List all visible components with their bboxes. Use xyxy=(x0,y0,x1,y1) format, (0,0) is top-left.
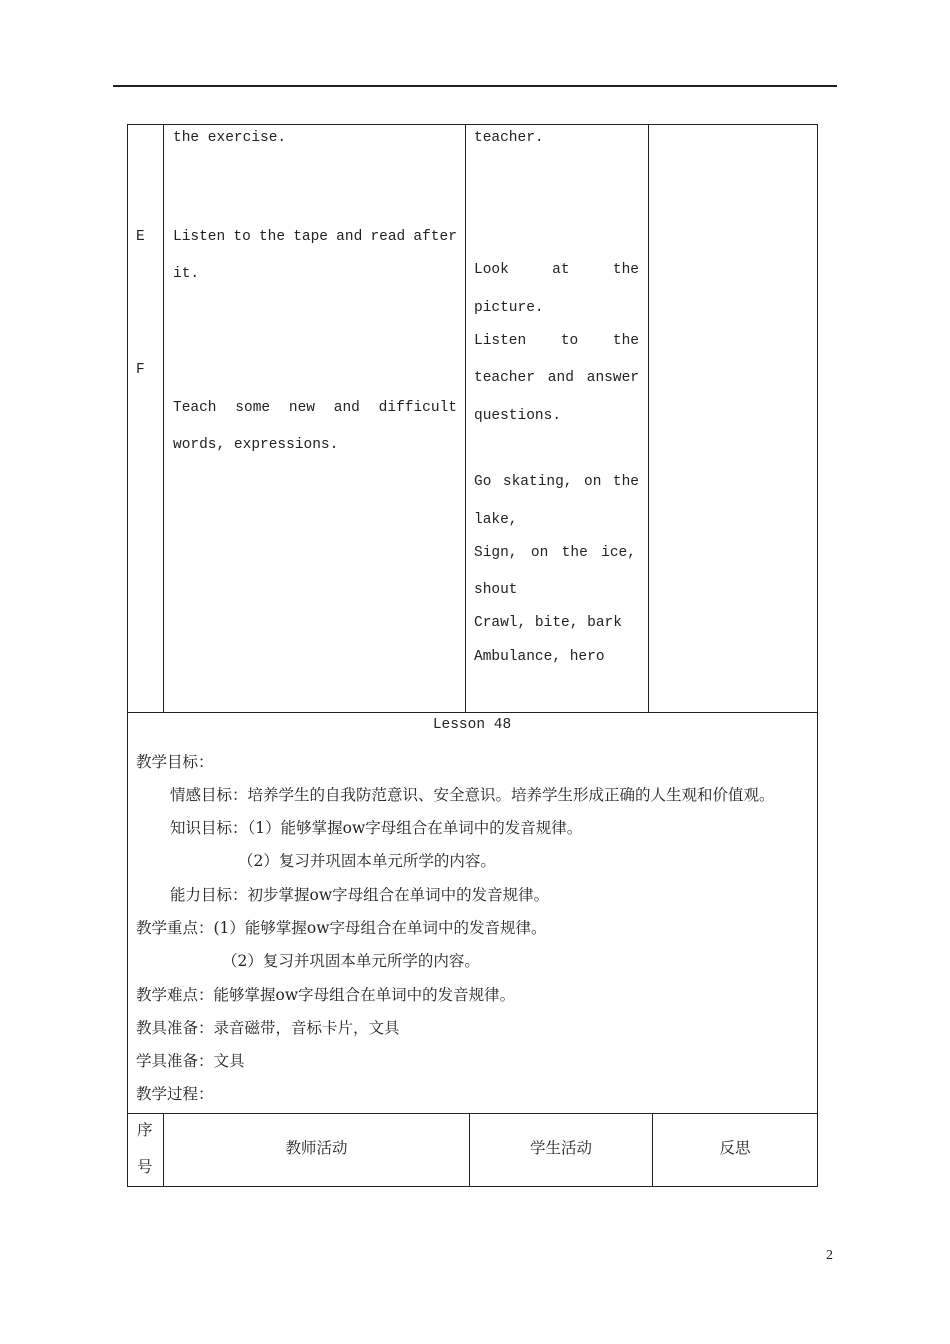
student-line-listen: Listen to the xyxy=(474,333,639,349)
upper-table xyxy=(127,124,818,713)
student-line-questions: questions. xyxy=(474,408,562,424)
student-line-sign: Sign, on the ice, xyxy=(474,545,636,561)
student-line-teacher: teacher. xyxy=(474,130,544,146)
objectives-label: 教学目标： xyxy=(136,753,214,771)
student-line-picture: picture. xyxy=(474,300,544,316)
teaching-tools: 教具准备：录音磁带，音标卡片，文具 xyxy=(136,1019,400,1037)
upper-col-divider-1 xyxy=(163,124,164,713)
step-label-f: F xyxy=(136,362,145,378)
upper-col-divider-3 xyxy=(648,124,649,713)
col-header-number-bottom: 号 xyxy=(137,1158,153,1176)
teacher-line-listen-cont: it. xyxy=(173,266,200,282)
difficult-point: 教学难点：能够掌握ow字母组合在单词中的发音规律。 xyxy=(136,986,516,1004)
student-line-skating: Go skating, on the xyxy=(474,474,639,490)
upper-col-divider-2 xyxy=(465,124,466,713)
teaching-process: 教学过程： xyxy=(136,1085,214,1103)
key-point-2: （2）复习并巩固本单元所学的内容。 xyxy=(222,952,480,970)
student-line-lake: lake, xyxy=(474,512,518,528)
col-header-number-top: 序 xyxy=(137,1121,153,1139)
teacher-line-exercise: the exercise. xyxy=(173,130,287,146)
emotional-objective: 情感目标：培养学生的自我防范意识、安全意识。培养学生形成正确的人生观和价值观。 xyxy=(170,786,775,804)
student-line-teacher-answer: teacher and answer xyxy=(474,370,639,386)
teacher-line-teach: Teach some new and difficult xyxy=(173,400,457,416)
knowledge-objective-1: 知识目标：（1）能够掌握ow字母组合在单词中的发音规律。 xyxy=(170,819,583,837)
student-line-crawl: Crawl, bite, bark xyxy=(474,615,622,631)
teacher-line-teach-cont: words, expressions. xyxy=(173,437,339,453)
lesson-title: Lesson 48 xyxy=(432,717,512,733)
student-line-look: Look at the xyxy=(474,262,639,278)
page-number: 2 xyxy=(826,1248,833,1263)
student-line-ambulance: Ambulance, hero xyxy=(474,649,605,665)
header-rule xyxy=(113,85,837,87)
knowledge-objective-2: （2）复习并巩固本单元所学的内容。 xyxy=(238,852,496,870)
col-header-student-activity: 学生活动 xyxy=(529,1139,592,1157)
learning-tools: 学具准备：文具 xyxy=(136,1052,245,1070)
student-line-shout: shout xyxy=(474,582,518,598)
col-header-reflection: 反思 xyxy=(719,1139,751,1157)
ability-objective: 能力目标：初步掌握ow字母组合在单词中的发音规律。 xyxy=(170,886,550,904)
step-label-e: E xyxy=(136,229,145,245)
key-point-1: 教学重点：(1）能够掌握ow字母组合在单词中的发音规律。 xyxy=(136,919,547,937)
teacher-line-listen: Listen to the tape and read after xyxy=(173,229,457,245)
col-header-teacher-activity: 教师活动 xyxy=(285,1139,348,1157)
